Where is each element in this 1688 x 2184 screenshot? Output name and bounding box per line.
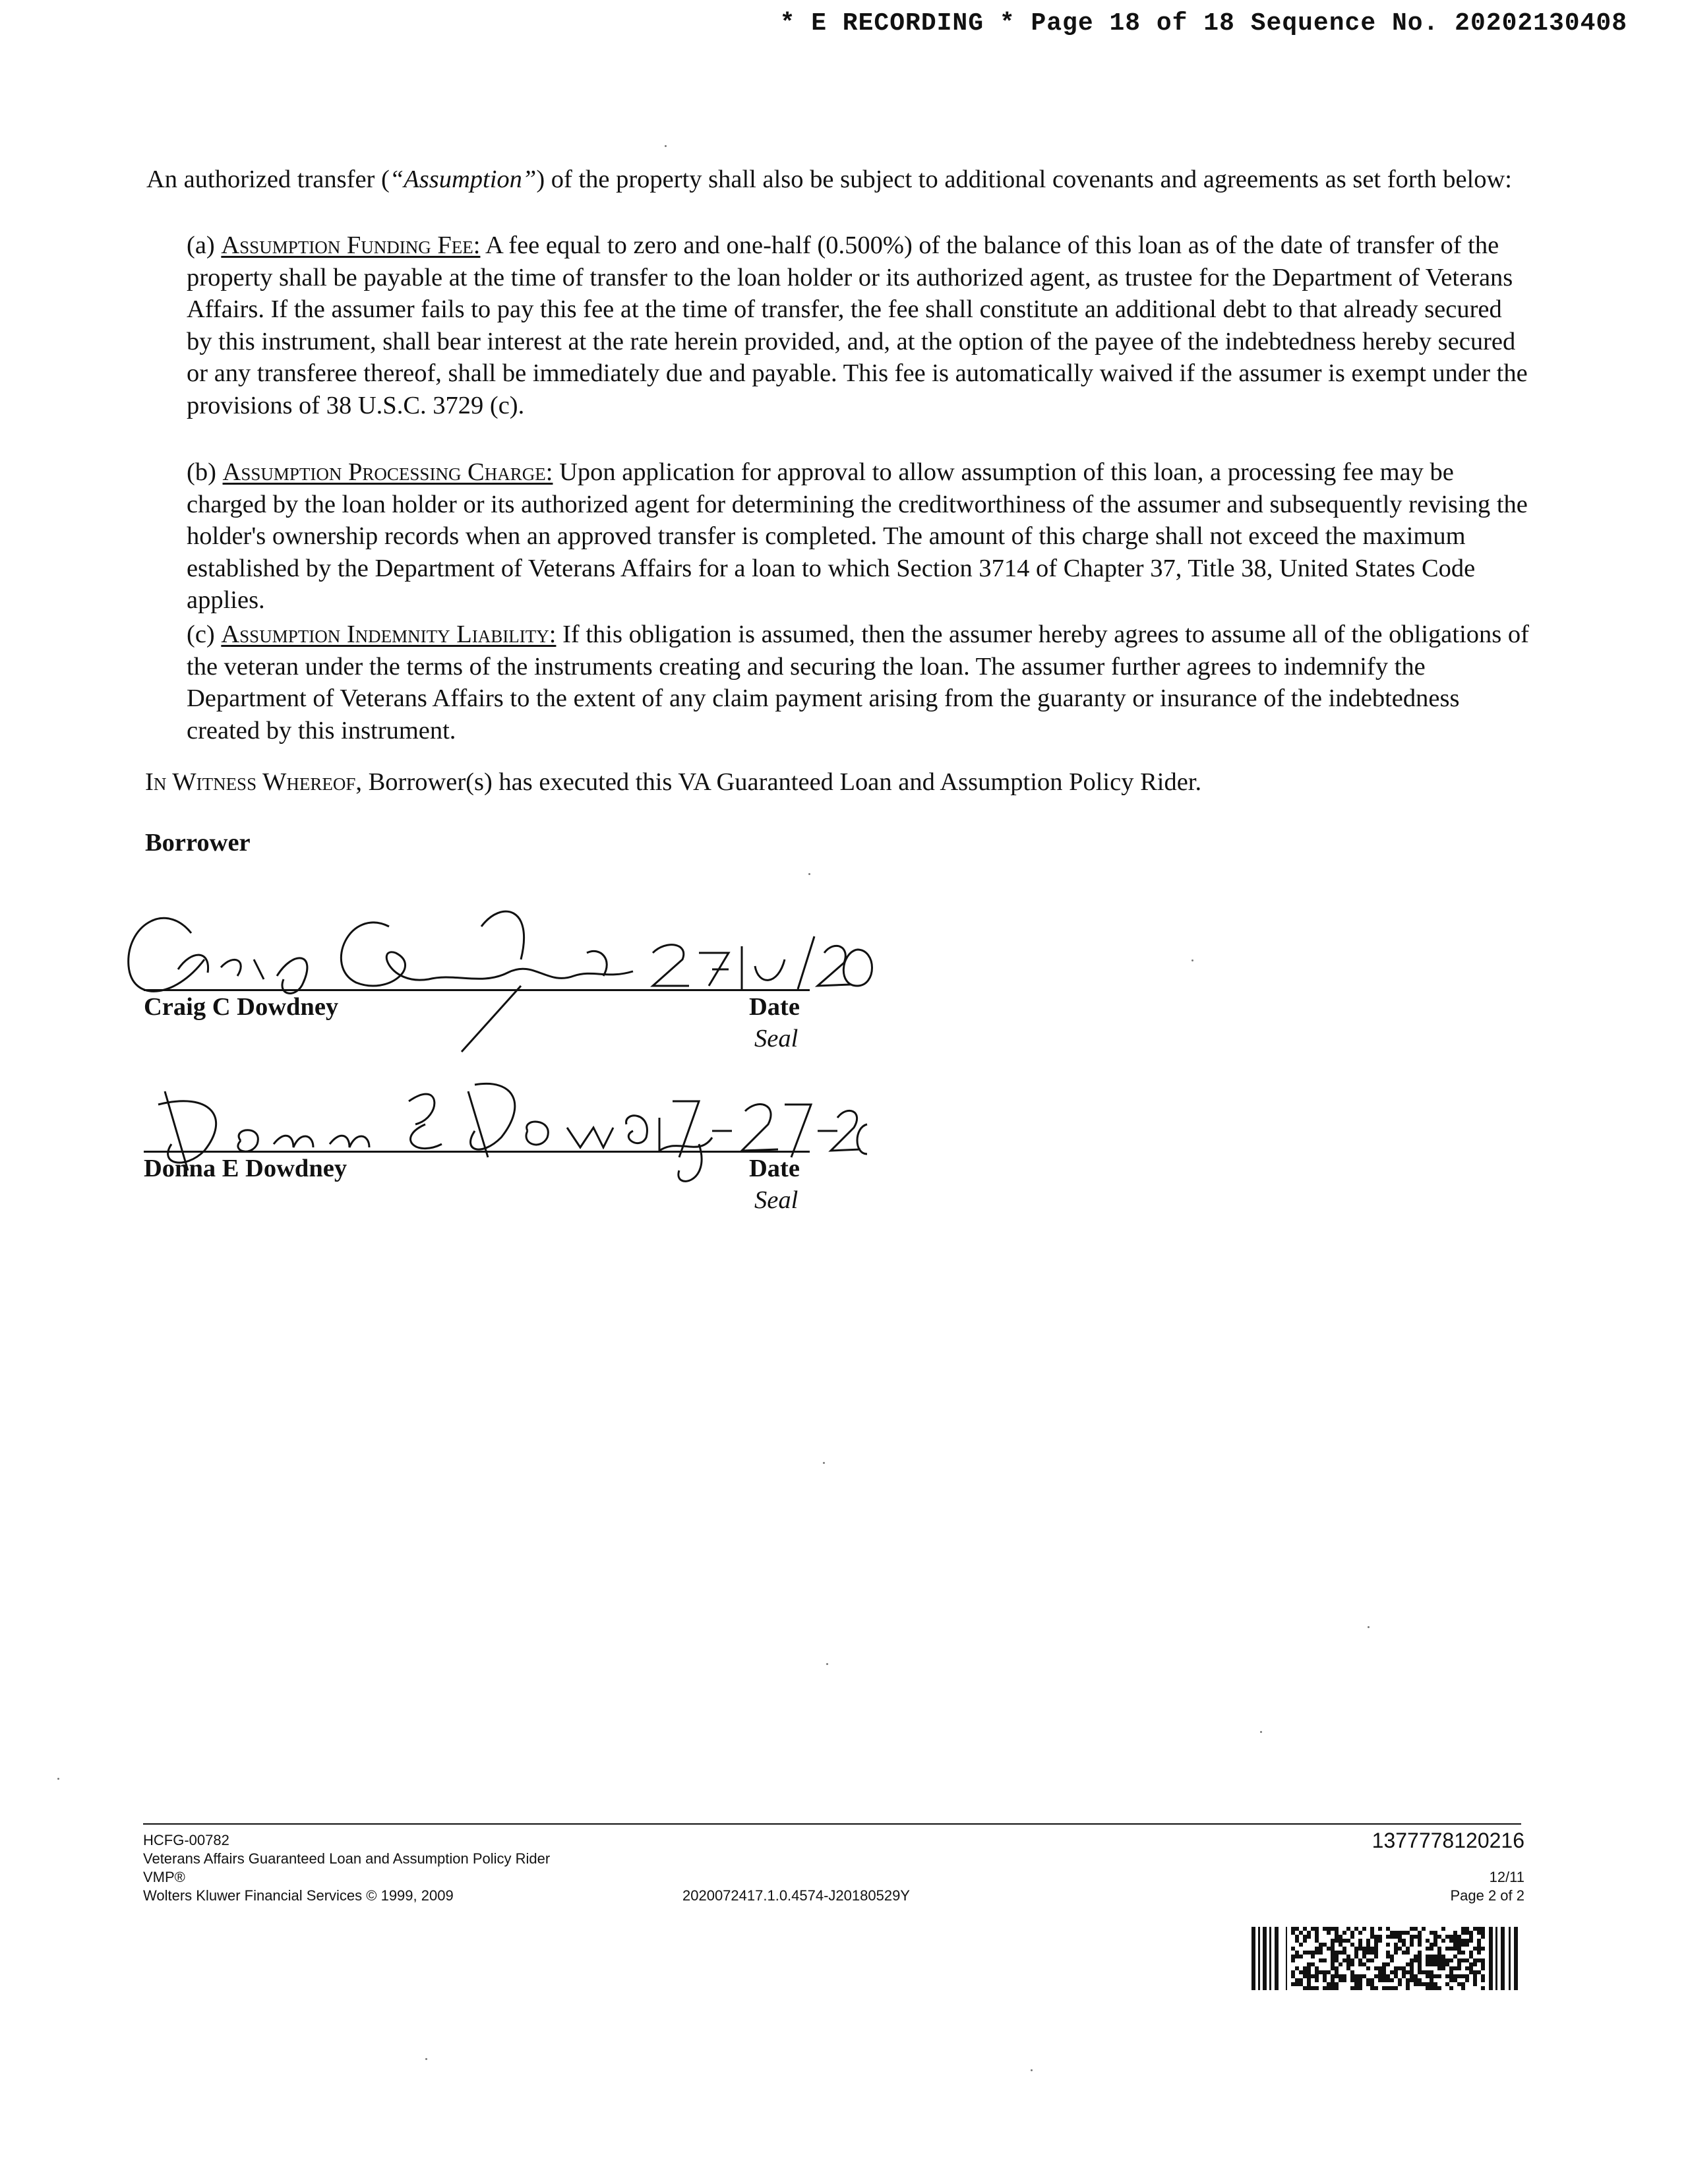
clause-text: If this obligation is assumed, then the assumer hereby agrees to assume all of the obligations of the veteran under the terms of the instruments creating and securing the loan. The assumer further agrees to indemnify the Department of Veterans Affairs to the extent of any claim payment arising from the guaranty or insurance of the indebtedness created by this instrument. xyxy=(187,621,1529,744)
intro-term: “Assumption” xyxy=(389,166,537,193)
scan-speck xyxy=(665,145,667,147)
clause-marker: (a) xyxy=(187,231,215,259)
scan-speck xyxy=(826,1663,828,1665)
clause-heading: Assumption Funding Fee: xyxy=(221,231,481,259)
signer-name: Donna E Dowdney xyxy=(144,1155,347,1182)
signature-line xyxy=(144,1151,810,1153)
form-title: Veterans Affairs Guaranteed Loan and Assumption Policy Rider xyxy=(143,1850,551,1867)
scan-speck xyxy=(1031,2069,1033,2071)
clause-marker: (c) xyxy=(187,621,215,648)
date-label: Date xyxy=(749,1155,800,1182)
page-number: Page 2 of 2 xyxy=(1450,1887,1524,1904)
publisher: Wolters Kluwer Financial Services © 1999, 2009 xyxy=(143,1887,454,1904)
loan-number: 1377778120216 xyxy=(1372,1829,1524,1852)
scan-speck xyxy=(1191,959,1193,961)
intro-paragraph xyxy=(146,164,1528,196)
clause-text: Upon application for approval to allow assumption of this loan, a processing fee may be charged by the loan holder or its authorized agent for determining the creditworthiness of the assumer and subsequently revising the holder's ownership records when an approved transfer is completed. The amount of this charge shall not exceed the maximum established by the Department of Veterans Affairs for a loan to which Section 3714 of Chapter 37, Title 38, United States Code applies. xyxy=(187,458,1528,614)
document-id: 2020072417.1.0.4574-J20180529Y xyxy=(682,1887,910,1904)
seal-label: Seal xyxy=(754,1186,799,1214)
intro-text-before: An authorized transfer ( xyxy=(146,166,390,193)
witness-statement xyxy=(145,766,1530,799)
seal-label: Seal xyxy=(754,1025,799,1052)
scan-speck xyxy=(1368,1626,1370,1628)
signature-line xyxy=(144,989,810,991)
intro-text-after: ) of the property shall also be subject to additional covenants and agreements as set forth below: xyxy=(536,166,1512,193)
witness-text: Borrower(s) has executed this VA Guaranteed Loan and Assumption Policy Rider. xyxy=(362,768,1202,796)
scan-speck xyxy=(823,1462,825,1464)
scan-speck xyxy=(1260,1731,1262,1733)
witness-lead: In Witness Whereof, xyxy=(145,768,362,796)
clause-indemnity-liability xyxy=(187,619,1532,746)
borrower-label: Borrower xyxy=(145,829,251,857)
clause-heading: Assumption Processing Charge: xyxy=(222,458,553,486)
clause-heading: Assumption Indemnity Liability: xyxy=(221,621,557,648)
scan-speck xyxy=(57,1778,59,1780)
clause-text: A fee equal to zero and one-half (0.500%) of the balance of this loan as of the date of transfer of the property shall be payable at the time of transfer to the loan holder or its authorized agent, as trustee for the Department of Veterans Affairs. If the assumer fails to pay this fee at the time of transfer, the fee shall constitute an additional debt to that already secured by this instrument, shall bear interest at the rate herein provided, and, at the option of the payee of the indebtedness hereby secured or any transferee thereof, shall be immediately due and payable. This fee is automatically waived if the assumer is exempt under the provisions of 38 U.S.C. 3729 (c). xyxy=(187,231,1528,419)
date-label: Date xyxy=(749,993,800,1021)
form-code: HCFG-00782 xyxy=(143,1832,229,1848)
clause-processing-charge xyxy=(187,456,1532,617)
signer-name: Craig C Dowdney xyxy=(144,993,339,1021)
barcode-icon xyxy=(1251,1927,1522,1990)
footer-left xyxy=(143,1831,550,1905)
recording-header: * E RECORDING * Page 18 of 18 Sequence No. 20202130408 xyxy=(779,9,1627,38)
scan-speck xyxy=(425,2058,427,2060)
scan-speck xyxy=(808,873,810,875)
clause-marker: (b) xyxy=(187,458,216,486)
footer-right xyxy=(1450,1868,1524,1905)
footer-rule xyxy=(143,1823,1521,1825)
vmp-mark: VMP® xyxy=(143,1869,185,1885)
revision: 12/11 xyxy=(1489,1869,1524,1885)
clause-funding-fee xyxy=(187,229,1532,421)
